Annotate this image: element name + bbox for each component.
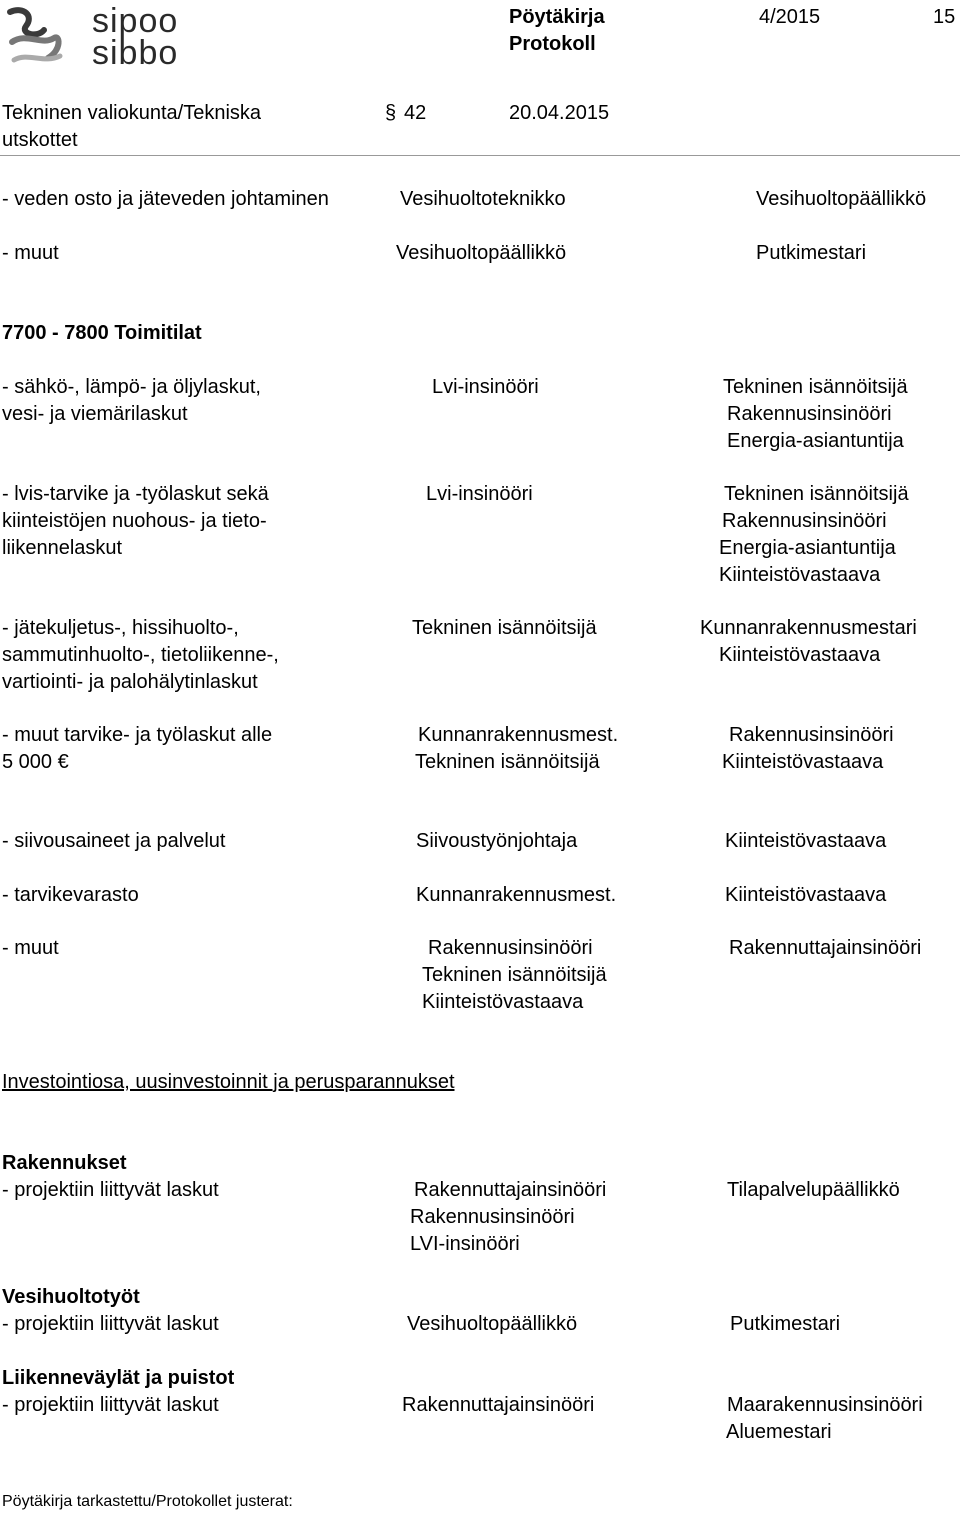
approver-lvis-2: Rakennusinsinööri bbox=[722, 510, 887, 532]
acceptor-muut-toimitilat-2: Tekninen isännöitsijä bbox=[422, 964, 607, 986]
item-liikennevaylat: - projektiin liittyvät laskut bbox=[2, 1394, 219, 1416]
item-muut-tarvike-line1: - muut tarvike- ja työlaskut alle bbox=[2, 724, 273, 746]
committee-name-line2: utskottet bbox=[2, 129, 78, 151]
item-muut-toimitilat: - muut bbox=[2, 937, 59, 959]
approver-muut-tarvike-1: Rakennusinsinööri bbox=[729, 724, 894, 746]
heading-rakennukset: Rakennukset bbox=[2, 1152, 127, 1174]
item-sahko-line1: - sähkö-, lämpö- ja öljylaskut, bbox=[2, 376, 261, 398]
doc-type-sv: Protokoll bbox=[509, 33, 596, 55]
approver-siivous: Kiinteistövastaava bbox=[725, 830, 887, 852]
section-number: 42 bbox=[404, 102, 427, 124]
logo-text-sibbo: sibbo bbox=[92, 34, 179, 72]
logo-mark-icon bbox=[4, 2, 70, 68]
item-lvis-line3: liikennelaskut bbox=[2, 537, 123, 559]
acceptor-rakennukset-1: Rakennuttajainsinööri bbox=[414, 1179, 607, 1201]
logo-text-sipoo: sipoo bbox=[92, 2, 179, 40]
item-lvis-line2: kiinteistöjen nuohous- ja tieto- bbox=[2, 510, 267, 532]
approver-liikennevaylat-2: Aluemestari bbox=[726, 1421, 832, 1443]
acceptor-muut-tarvike-1: Kunnanrakennusmest. bbox=[418, 724, 619, 746]
item-muut-vesihuolto: - muut bbox=[2, 242, 59, 264]
acceptor-lvis: Lvi-insinööri bbox=[426, 483, 533, 505]
approver-muut-tarvike-2: Kiinteistövastaava bbox=[722, 751, 884, 773]
acceptor-liikennevaylat: Rakennuttajainsinööri bbox=[402, 1394, 595, 1416]
header-divider bbox=[0, 155, 960, 156]
approver-tarvikevarasto: Kiinteistövastaava bbox=[725, 884, 887, 906]
approver-sahko-2: Rakennusinsinööri bbox=[727, 403, 892, 425]
acceptor-sahko: Lvi-insinööri bbox=[432, 376, 539, 398]
acceptor-rakennukset-2: Rakennusinsinööri bbox=[410, 1206, 575, 1228]
acceptor-jatekuljetus: Tekninen isännöitsijä bbox=[412, 617, 597, 639]
item-jatekuljetus-line2: sammutinhuolto-, tietoliikenne-, bbox=[2, 644, 279, 666]
acceptor-vesihuoltotyot: Vesihuoltopäällikkö bbox=[407, 1313, 578, 1335]
acceptor-muut-toimitilat-1: Rakennusinsinööri bbox=[428, 937, 593, 959]
approver-rakennukset: Tilapalvelupäällikkö bbox=[727, 1179, 900, 1201]
item-sahko-line2: vesi- ja viemärilaskut bbox=[2, 403, 188, 425]
approver-lvis-4: Kiinteistövastaava bbox=[719, 564, 881, 586]
sipoo-sibbo-logo bbox=[4, 2, 264, 72]
meeting-date: 20.04.2015 bbox=[509, 102, 610, 124]
item-jatekuljetus-line3: vartiointi- ja palohälytinlaskut bbox=[2, 671, 258, 693]
approver-vesihuoltotyot: Putkimestari bbox=[730, 1313, 841, 1335]
acceptor-siivous: Siivoustyönjohtaja bbox=[416, 830, 578, 852]
approver-veden-osto: Vesihuoltopäällikkö bbox=[756, 188, 927, 210]
item-rakennukset: - projektiin liittyvät laskut bbox=[2, 1179, 219, 1201]
acceptor-tarvikevarasto: Kunnanrakennusmest. bbox=[416, 884, 617, 906]
section-symbol: § bbox=[385, 102, 397, 124]
heading-liikennevaylat: Liikenneväylät ja puistot bbox=[2, 1367, 235, 1389]
approver-lvis-1: Tekninen isännöitsijä bbox=[724, 483, 909, 505]
approver-sahko-1: Tekninen isännöitsijä bbox=[723, 376, 908, 398]
item-jatekuljetus-line1: - jätekuljetus-, hissihuolto-, bbox=[2, 617, 239, 639]
item-veden-osto: - veden osto ja jäteveden johtaminen bbox=[2, 188, 329, 210]
acceptor-muut-vesihuolto: Vesihuoltopäällikkö bbox=[396, 242, 567, 264]
approver-liikennevaylat-1: Maarakennusinsinööri bbox=[727, 1394, 923, 1416]
acceptor-muut-tarvike-2: Tekninen isännöitsijä bbox=[415, 751, 600, 773]
committee-name-line1: Tekninen valiokunta/Tekniska bbox=[2, 102, 262, 124]
doc-type-fi: Pöytäkirja bbox=[509, 6, 605, 28]
approver-lvis-3: Energia-asiantuntija bbox=[719, 537, 896, 559]
acceptor-rakennukset-3: LVI-insinööri bbox=[410, 1233, 520, 1255]
item-siivous: - siivousaineet ja palvelut bbox=[2, 830, 226, 852]
item-tarvikevarasto: - tarvikevarasto bbox=[2, 884, 139, 906]
heading-vesihuoltotyot: Vesihuoltotyöt bbox=[2, 1286, 140, 1308]
heading-toimitilat: 7700 - 7800 Toimitilat bbox=[2, 322, 202, 344]
approver-muut-toimitilat: Rakennuttajainsinööri bbox=[729, 937, 922, 959]
approver-sahko-3: Energia-asiantuntija bbox=[727, 430, 904, 452]
approver-muut-vesihuolto: Putkimestari bbox=[756, 242, 867, 264]
item-vesihuoltotyot: - projektiin liittyvät laskut bbox=[2, 1313, 219, 1335]
approver-jatekuljetus-1: Kunnanrakennusmestari bbox=[700, 617, 917, 639]
item-lvis-line1: - lvis-tarvike ja -työlaskut sekä bbox=[2, 483, 269, 505]
protocol-number: 4/2015 bbox=[759, 6, 821, 28]
page-number: 15 bbox=[933, 6, 956, 28]
item-muut-tarvike-line2: 5 000 € bbox=[2, 751, 69, 773]
acceptor-muut-toimitilat-3: Kiinteistövastaava bbox=[422, 991, 584, 1013]
approver-jatekuljetus-2: Kiinteistövastaava bbox=[719, 644, 881, 666]
acceptor-veden-osto: Vesihuoltoteknikko bbox=[400, 188, 566, 210]
footer-verification: Pöytäkirja tarkastettu/Protokollet justerat: bbox=[2, 1493, 293, 1510]
heading-investointiosa: Investointiosa, uusinvestoinnit ja perusparannukset bbox=[2, 1071, 455, 1093]
